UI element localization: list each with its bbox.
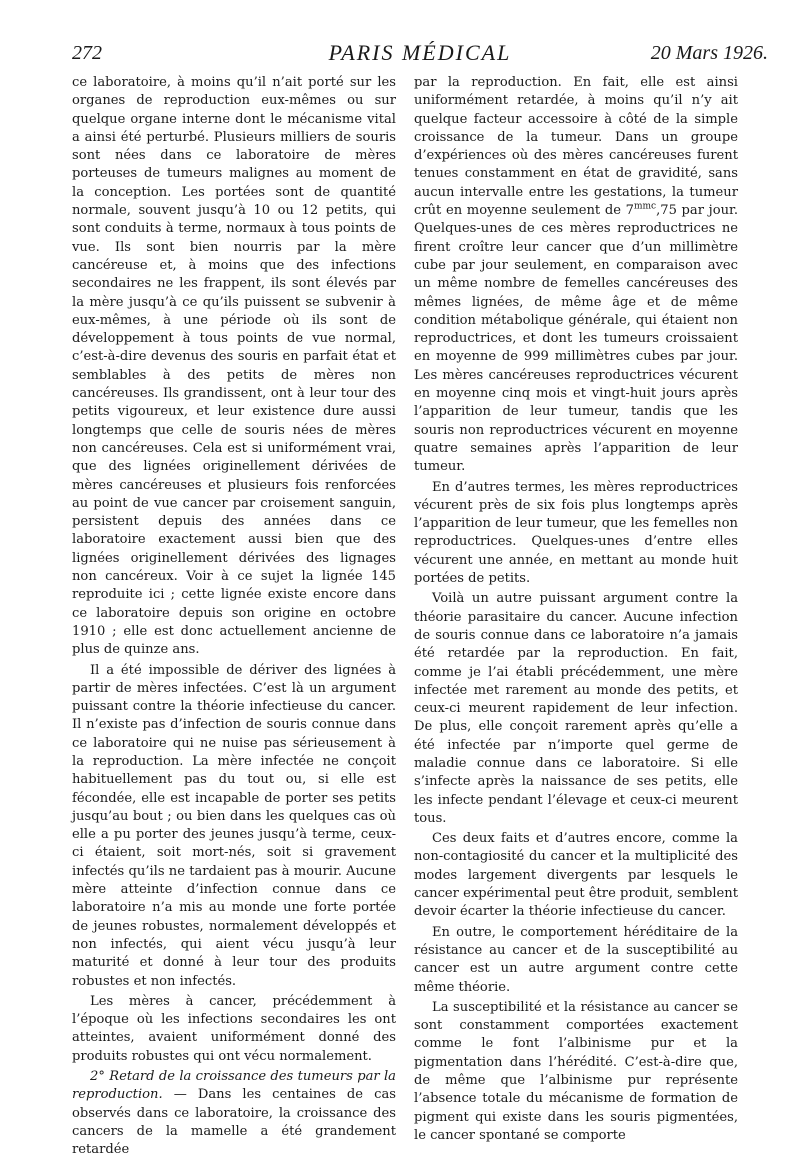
paragraph: Les mères à cancer, précédemment à l’époque où les infections secondaires les ont atteintes, avaient uniformément donné des produits robustes qui ont vécu normalement.: [72, 993, 396, 1064]
paragraph: En outre, le comportement héréditaire de la résistance au cancer et de la susceptibilité au cancer est un autre argument contre cette même théorie.: [414, 924, 738, 995]
journal-title: PARIS MÉDICAL: [328, 40, 512, 65]
paragraph: ce laboratoire, à moins qu’il n’ait porté sur les organes de reproduction eux-mêmes ou sur quelque organe interne dont le mécanisme vital a ainsi été perturbé. Plusieurs milliers de souris sont nées dans ce laboratoire de mères porteuses de tumeurs malignes au moment de la conception. Les portées sont de quantité normale, souvent jusqu’à 10 ou 12 petits, qui sont conduits à terme, normaux à tous points de vue. Ils sont bien nourris par la mère cancéreuse et, à moins que des infections secondaires ne les frappent, ils sont élevés par la mère jusqu’à ce qu’ils puissent se subvenir à eux-mêmes, à une période où ils sont de développement à tous points de vue normal, c’est-à-dire devenus des souris en parfait état et semblables à des petits de mères non cancéreuses. Ils grandissent, ont à leur tour des petits vigoureux, et leur existence dure aussi longtemps que celle de souris nées de mères non cancéreuses. Cela est si uniformément vrai, que des lignées originellement dérivées de mères cancéreuses et plusieurs fois renforcées au point de vue cancer par croisement sanguin, persistent depuis des années dans ce laboratoire exactement aussi bien que des lignées originellement dérivées des lignages non cancéreux. Voir à ce sujet la lignée 145 reproduite ici ; cette lignée existe encore dans ce laboratoire depuis son origine en octobre 1910 ; elle est donc actuellement ancienne de plus de quinze ans.: [72, 75, 396, 658]
section-text: — Dans les centaines de cas observés dans ce laboratoire, la croissance des cancers de la mamelle a été grandement retardée: [72, 1087, 396, 1158]
unit-superscript: mmc: [633, 201, 657, 212]
paragraph-text: ,75 par jour. Quelques-unes de ces mères reproductrices ne firent croître leur cancer que d’un millimètre cube par jour seulement, en comparaison avec un même nombre de femelles cancéreuses des mêmes lignées, de même âge et de même condition métabolique générale, qui étaient non reproductrices, et dont les tumeurs croissaient en moyenne de 999 millimètres cubes par jour. Les mères cancéreuses reproductrices vécurent en moyenne cinq mois et vingt-huit jours après l’apparition de leur tumeur, tandis que les souris non reproductrices vécurent en moyenne quatre semaines après l’apparition de leur tumeur.: [414, 203, 739, 475]
section-heading: 2° Retard de la croissance des tumeurs par la reproduction.: [72, 1069, 396, 1103]
paragraph-text: par la reproduction. En fait, elle est ainsi uniformément retardée, à moins qu’il n’y ait quelque facteur accessoire à côté de la simple croissance de la tumeur. Dans un groupe d’expériences où des mères cancéreuses furent tenues constamment en état de gravidité, sans aucun intervalle entre les gestations, la tumeur crût en moyenne seulement de 7: [414, 75, 738, 219]
left-column: [72, 74, 396, 1158]
paragraph: En d’autres termes, les mères reproductrices vécurent près de six fois plus longtemps après l’apparition de leur tumeur, que les femelles non reproductrices. Quelques-unes d’entre elles vécurent une année, en mettant au monde huit portées de petits.: [414, 479, 738, 587]
paragraph: Voilà un autre puissant argument contre la théorie parasitaire du cancer. Aucune infection de souris connue dans ce laboratoire n’a jamais été retardée par la reproduction. En fait, comme je l’ai établi précédemment, une mère infectée met rarement au monde des petits, et ceux-ci meurent rapidement de leur infection. De plus, elle conçoit rarement après qu’elle a été infectée par n’importe quel germe de maladie connue dans ce laboratoire. Si elle s’infecte après la naissance de ses petits, elle les infecte pendant l’élevage et ceux-ci meurent tous.: [414, 591, 738, 826]
paragraph: La susceptibilité et la résistance au cancer se sont constamment comportées exactement comme le font l’albinisme pur et la pigmentation dans l’hérédité. C’est-à-dire que, de même que l’albinisme pur représente l’absence totale du mécanisme de formation de pigment qui existe dans les souris pigmentées, le cancer spontané se comporte: [414, 999, 738, 1143]
paragraph: Il a été impossible de dériver des lignées à partir de mères infectées. C’est là un argument puissant contre la théorie infectieuse du cancer. Il n’existe pas d’infection de souris connue dans ce laboratoire qui ne nuise pas sérieusement à la reproduction. La mère infectée ne conçoit habituellement pas du tout ou, si elle est fécondée, elle est incapable de porter ses petits jusqu’au bout ; ou bien dans les quelques cas où elle a pu porter des jeunes jusqu’à terme, ceux-ci étaient, soit mort-nés, soit si gravement infectés qu’ils ne tardaient pas à mourir. Aucune mère atteinte d’infection connue dans ce laboratoire n’a mis au monde une forte portée de jeunes robustes, normalement développés et non infectés, qui aient vécu jusqu’à leur maturité et donné à leur tour des produits robustes et non infectés.: [72, 662, 396, 989]
page-number: 272: [72, 42, 102, 64]
right-column: [414, 74, 739, 1143]
page-header: [72, 38, 768, 72]
paragraph: [414, 74, 738, 477]
issue-date: 20 Mars 1926.: [650, 42, 768, 64]
paragraph: Ces deux faits et d’autres encore, comme la non-contagiosité du cancer et la multiplicité des modes largement divergents par lesquels le cancer expérimental peut être produit, semblent devoir écarter la théorie infectieuse du cancer.: [414, 831, 738, 920]
section-paragraph: [72, 1068, 396, 1159]
